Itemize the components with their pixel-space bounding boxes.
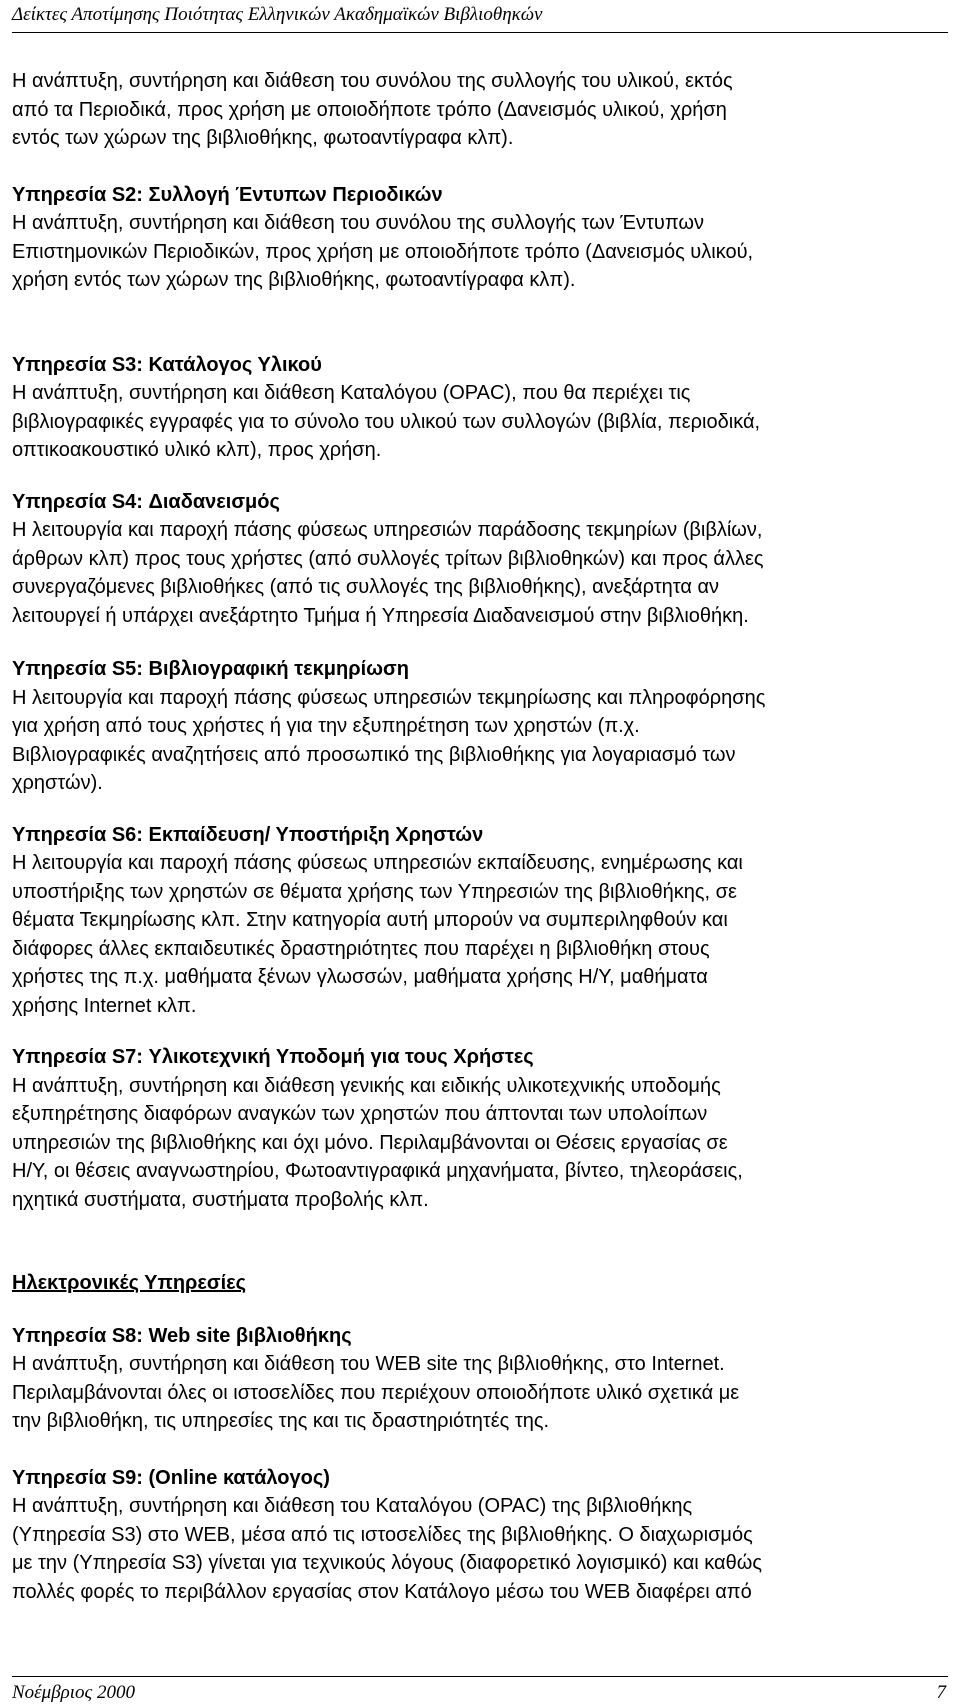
body-line: Η ανάπτυξη, συντήρηση και διάθεση γενικής και ειδικής υλικοτεχνικής υποδομής	[12, 1074, 721, 1097]
body-line: λειτουργεί ή υπάρχει ανεξάρτητο Τμήμα ή Υπηρεσία Διαδανεισμού στην βιβλιοθήκη.	[12, 604, 749, 627]
body-line: Η λειτουργία και παροχή πάσης φύσεως υπηρεσιών εκπαίδευσης, ενημέρωσης και	[12, 852, 743, 874]
body-line: από τα Περιοδικά, προς χρήση με οποιοδήποτε τρόπο (Δανεισμός υλικού, χρήση	[12, 98, 727, 121]
running-header: Δείκτες Αποτίμησης Ποιότητας Ελληνικών Ακαδημαϊκών Βιβλιοθηκών	[12, 4, 543, 25]
body-line: άρθρων κλπ) προς τους χρήστες (από συλλογές τρίτων βιβλιοθηκών) και προς άλλες	[12, 547, 764, 570]
body-line: χρηστών).	[12, 772, 103, 794]
section-s5	[12, 655, 956, 798]
section-title: Υπηρεσία S2: Συλλογή Έντυπων Περιοδικών	[12, 183, 443, 206]
body-line: βιβλιογραφικές εγγραφές για το σύνολο του υλικού των συλλογών (βιβλία, περιοδικά,	[12, 410, 761, 433]
page-number: 7	[936, 1682, 946, 1703]
body-line: οπτικοακουστικό υλικό κλπ), προς χρήση.	[12, 439, 382, 461]
body-line: συνεργαζόμενες βιβλιοθήκες (από τις συλλογές της βιβλιοθήκης), ανεξάρτητα αν	[12, 576, 720, 598]
body-line: Βιβλιογραφικές αναζητήσεις από προσωπικό της βιβλιοθήκης για λογαριασμό των	[12, 743, 736, 766]
footer-rule	[12, 1676, 948, 1677]
body-line: Η λειτουργία και παροχή πάσης φύσεως υπηρεσιών παράδοσης τεκμηρίων (βιβλίων,	[12, 519, 763, 541]
section-title: Υπηρεσία S7: Υλικοτεχνική Υποδομή για τους Χρήστες	[12, 1046, 534, 1068]
body-line: Περιλαμβάνονται όλες οι ιστοσελίδες που περιέχουν οποιοδήποτε υλικό σχετικά με	[12, 1381, 740, 1404]
body-line: με την (Υπηρεσία S3) γίνεται για τεχνικούς λόγους (διαφορετικό λογισμικό) και καθώς	[12, 1552, 762, 1574]
section-s4	[12, 488, 956, 631]
section-title: Υπηρεσία S9: (Online κατάλογος)	[12, 1466, 330, 1489]
body-line: χρήσης Internet κλπ.	[12, 994, 197, 1017]
body-line: εξυπηρέτησης διαφόρων αναγκών των χρηστών που άπτονται των υπολοίπων	[12, 1103, 708, 1125]
body-line: Η ανάπτυξη, συντήρηση και διάθεση του Καταλόγου (OPAC) της βιβλιοθήκης	[12, 1495, 693, 1517]
header-rule	[12, 32, 948, 33]
body-line: θέματα Τεκμηρίωσης κλπ. Στην κατηγορία αυτή μπορούν να συμπεριληφθούν και	[12, 909, 728, 931]
footer-date: Νοέμβριος 2000	[12, 1682, 136, 1703]
section-s6	[12, 821, 956, 1021]
document-body	[12, 67, 956, 1606]
section-title: Υπηρεσία S4: Διαδανεισμός	[12, 490, 280, 513]
body-line: Η ανάπτυξη, συντήρηση και διάθεση του WEB site της βιβλιοθήκης, στο Internet.	[12, 1353, 725, 1375]
body-line: Η ανάπτυξη, συντήρηση και διάθεση του συνόλου της συλλογής του υλικού, εκτός	[12, 70, 733, 92]
body-line: (Υπηρεσία S3) στο WEB, μέσα από τις ιστοσελίδες της βιβλιοθήκης. Ο διαχωρισμός	[12, 1523, 753, 1546]
section-s3	[12, 351, 956, 465]
body-line: χρήστες της π.χ. μαθήματα ξένων γλωσσών, μαθήματα χρήσης Η/Υ, μαθήματα	[12, 966, 708, 988]
section-s1-continuation	[12, 67, 956, 153]
body-line: υποστήριξης των χρηστών σε θέματα χρήσης των Υπηρεσιών της βιβλιοθήκης, σε	[12, 880, 737, 903]
section-s7	[12, 1043, 956, 1214]
body-line: Επιστημονικών Περιοδικών, προς χρήση με οποιοδήποτε τρόπο (Δανεισμός υλικού,	[12, 240, 754, 263]
body-line: Η ανάπτυξη, συντήρηση και διάθεση Καταλόγου (OPAC), που θα περιέχει τις	[12, 382, 691, 404]
body-line: πολλές φορές το περιβάλλον εργασίας στον Κατάλογο μέσω του WEB διαφέρει από	[12, 1580, 752, 1603]
section-title: Υπηρεσία S6: Εκπαίδευση/ Υποστήριξη Χρηστών	[12, 823, 484, 846]
body-line: εντός των χώρων της βιβλιοθήκης, φωτοαντίγραφα κλπ).	[12, 127, 514, 149]
section-heading: Ηλεκτρονικές Υπηρεσίες	[12, 1272, 247, 1294]
section-s8	[12, 1322, 956, 1436]
body-line: διάφορες άλλες εκπαιδευτικές δραστηριότητες που παρέχει η βιβλιοθήκη στους	[12, 937, 710, 960]
body-line: Η λειτουργία και παροχή πάσης φύσεως υπηρεσιών τεκμηρίωσης και πληροφόρησης	[12, 686, 766, 709]
section-title: Υπηρεσία S8: Web site βιβλιοθήκης	[12, 1324, 352, 1347]
body-line: την βιβλιοθήκη, τις υπηρεσίες της και τις δραστηριότητές της.	[12, 1410, 550, 1432]
body-line: Η/Υ, οι θέσεις αναγνωστηρίου, Φωτοαντιγραφικά μηχανήματα, βίντεο, τηλεοράσεις,	[12, 1160, 743, 1182]
section-s9	[12, 1464, 956, 1607]
body-line: για χρήση από τους χρήστες ή για την εξυπηρέτηση των χρηστών (π.χ.	[12, 715, 640, 737]
section-title: Υπηρεσία S5: Βιβλιογραφική τεκμηρίωση	[12, 658, 409, 680]
section-title: Υπηρεσία S3: Κατάλογος Υλικού	[12, 353, 322, 376]
body-line: χρήση εντός των χώρων της βιβλιοθήκης, φωτοαντίγραφα κλπ).	[12, 269, 576, 291]
body-line: υπηρεσιών της βιβλιοθήκης και όχι μόνο. Περιλαμβάνονται οι Θέσεις εργασίας σε	[12, 1131, 728, 1154]
electronic-services-heading-block	[12, 1269, 956, 1298]
section-s2	[12, 181, 956, 295]
body-line: ηχητικά συστήματα, συστήματα προβολής κλπ.	[12, 1188, 429, 1211]
body-line: Η ανάπτυξη, συντήρηση και διάθεση του συνόλου της συλλογής των Έντυπων	[12, 212, 704, 234]
